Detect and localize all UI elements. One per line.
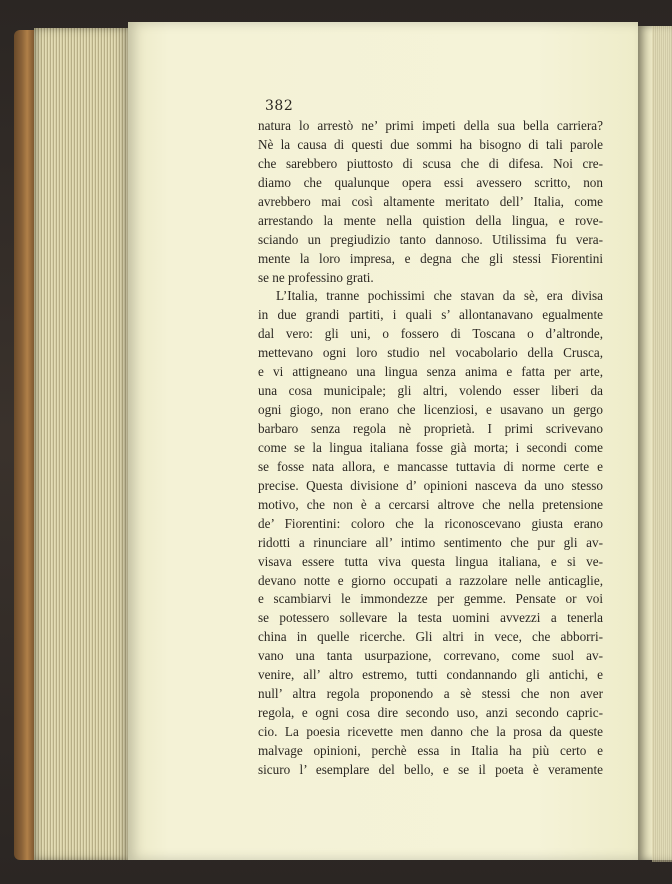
body-text — [258, 117, 603, 780]
text-line: null’ altra regola proponendo a sè stessi che non aver — [258, 686, 603, 702]
text-line: Nè la causa di questi due sommi ha bisogno di tali parole — [258, 136, 603, 152]
page-edges-left — [34, 28, 130, 860]
text-line: che sarebbero piuttosto di scusa che di difesa. Noi cre- — [258, 155, 603, 171]
text-line: cio. La poesia ricevette men danno che la prosa da queste — [258, 724, 603, 739]
text-line: in due grandi partiti, i quali s’ allontanavano egualmente — [258, 307, 603, 323]
text-line: sicuro l’ esemplare del bello, e se il poeta è veramente — [258, 761, 603, 777]
text-line: dal vero: gli uni, o fossero di Toscana o d’altronde, — [258, 326, 603, 342]
text-line: arrestando la mente nella quistion della lingua, e rove- — [258, 212, 603, 228]
text-line: precise. Questa divisione d’ opinioni nasceva da uno stesso — [258, 477, 603, 493]
text-line: visava essere tutta viva questa lingua italiana, e si ve- — [258, 553, 603, 569]
text-line: una cosa municipale; gli altri, volendo esser liberi da — [258, 383, 603, 399]
text-line: se fosse nata allora, e mancasse tuttavia di norme certe e — [258, 458, 603, 474]
leather-binding — [14, 30, 36, 860]
text-line: se ne professino grati. — [258, 269, 374, 285]
text-line: e scambiarvi le immondezze per gemme. Pensate or voi — [258, 591, 603, 607]
text-line: se potessero sollevare la testa uomini avvezzi a tenerla — [258, 610, 603, 626]
text-line: sciando un pregiudizio tanto dannoso. Utilissima fu vera- — [258, 231, 603, 247]
text-line: mente la loro impresa, e degna che gli stessi Fiorentini — [258, 250, 603, 266]
text-line: china in quelle ricerche. Gli altri in vece, che abborri- — [258, 629, 603, 645]
text-line: ogni giogo, non erano che licenziosi, e usavano un gergo — [258, 402, 603, 418]
text-line: come se la lingua italiana fosse già morta; i secondi come — [258, 439, 603, 455]
text-line: devano notte e giorno occupati a razzolare nelle anticaglie, — [258, 572, 603, 588]
text-line: de’ Fiorentini: coloro che la riconoscevano giusta erano — [258, 515, 603, 531]
text-line: e vi attigneano una lingua senza anima e fatta per arte, — [258, 364, 603, 380]
text-line: avrebbero mai così altamente meritato dell’ Italia, come — [258, 193, 603, 209]
page-number: 382 — [265, 98, 294, 114]
text-line: ridotti a rinunciare all’ intimo sentimento che pur gli av- — [258, 534, 603, 550]
text-line: natura lo arrestò ne’ primi impeti della sua bella carriera? — [258, 118, 603, 133]
text-line: mettevano ogni loro studio nel vocabolario della Crusca, — [258, 345, 603, 361]
text-line: barbaro senza regola nè proprietà. I primi scrivevano — [258, 421, 603, 436]
text-line: diamo che qualunque opera essi avessero scritto, non — [258, 174, 603, 190]
text-line: L’Italia, tranne pochissimi che stavan da sè, era divisa — [276, 288, 603, 304]
page-edges-right — [652, 26, 672, 862]
text-line: malvage opinioni, perchè essa in Italia ha più certo e — [258, 742, 603, 758]
text-line: vano una tanta usurpazione, correvano, come suol av- — [258, 648, 603, 664]
text-line: venire, all’ altro estremo, tutti condannando gli antichi, e — [258, 667, 603, 683]
text-line: regola, e ogni cosa dire secondo uso, anzi secondo capric- — [258, 705, 603, 721]
text-line: motivo, che non è a cercarsi altrove che nella pretensione — [258, 496, 603, 512]
